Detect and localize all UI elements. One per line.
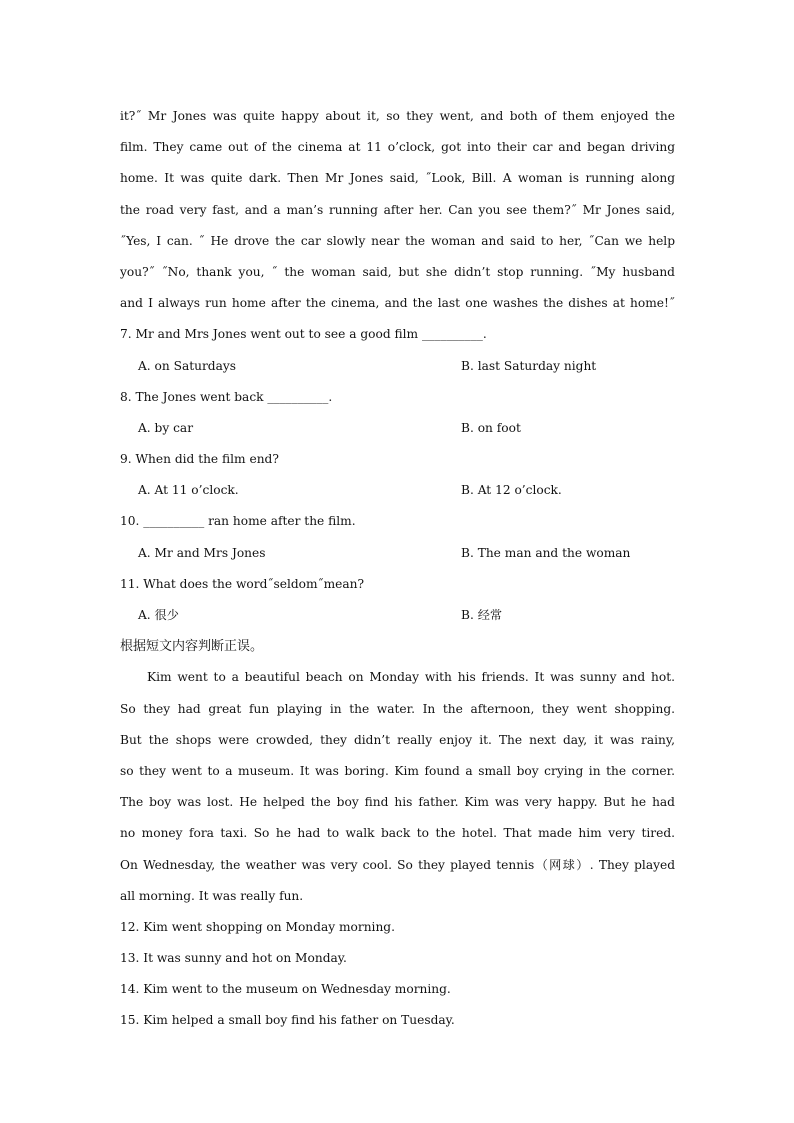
question-list-1	[120, 319, 675, 631]
passage-line: it?˝ Mr Jones was quite happy about it, so they went, and both of them enjoyed the	[120, 109, 675, 123]
question-options	[120, 351, 675, 382]
statement-item: 15. Kim helped a small boy find his father on Tuesday.	[120, 1013, 455, 1028]
passage-line: film. They came out of the cinema at 11 o’clock, got into their car and began driving	[120, 140, 675, 155]
question-options	[120, 413, 675, 444]
question-stem: 7. Mr and Mrs Jones went out to see a good film __________.	[120, 327, 487, 342]
statement-item: 13. It was sunny and hot on Monday.	[120, 951, 347, 966]
passage-line: ˝Yes, I can. ˝ He drove the car slowly near the woman and said to her, ˝Can we help	[120, 233, 675, 248]
option-a: A. At 11 o’clock.	[138, 483, 239, 498]
document-page	[120, 101, 675, 1037]
passage-line: So they had great fun playing in the water. In the afternoon, they went shopping.	[120, 701, 675, 716]
option-a: A. by car	[138, 420, 194, 435]
statement-item: 12. Kim went shopping on Monday morning.	[120, 919, 395, 934]
statement-item: 14. Kim went to the museum on Wednesday morning.	[120, 982, 451, 997]
passage-1	[120, 101, 675, 319]
passage-line: the road very fast, and a man’s running after her. Can you see them?˝ Mr Jones said,	[120, 202, 675, 217]
question-options	[120, 600, 675, 631]
option-b: B. The man and the woman	[461, 545, 631, 560]
option-b: B. on foot	[461, 420, 521, 435]
question-stem: 11. What does the word˝seldom˝mean?	[120, 576, 365, 591]
section-2	[120, 631, 675, 1036]
option-b: B. last Saturday night	[461, 358, 597, 373]
passage-line: you?˝ ˝No, thank you, ˝ the woman said, but she didn’t stop running. ˝My husband	[120, 264, 675, 279]
question-stem: 8. The Jones went back __________.	[120, 389, 333, 404]
passage-line: The boy was lost. He helped the boy find his father. Kim was very happy. But he had	[120, 795, 675, 810]
passage-line: all morning. It was really fun.	[120, 888, 304, 903]
passage-line: so they went to a museum. It was boring. Kim found a small boy crying in the corner.	[120, 763, 675, 778]
option-a: A. 很少	[138, 608, 179, 622]
option-a: A. Mr and Mrs Jones	[138, 545, 266, 560]
option-b: B. 经常	[461, 608, 503, 622]
passage-line: Kim went to a beautiful beach on Monday with his friends. It was sunny and hot.	[147, 670, 675, 685]
passage-line: home. It was quite dark. Then Mr Jones said, ˝Look, Bill. A woman is running along	[120, 171, 675, 186]
question-options	[120, 475, 675, 506]
passage-line: no money fora taxi. So he had to walk back to the hotel. That made him very tired.	[120, 826, 675, 841]
question-stem: 9. When did the film end?	[120, 452, 279, 467]
passage-line: But the shops were crowded, they didn’t really enjoy it. The next day, it was rainy,	[120, 732, 675, 747]
option-a: A. on Saturdays	[138, 358, 237, 373]
passage-line: On Wednesday, the weather was very cool. So they played tennis（网球）. They played	[120, 857, 675, 872]
passage-line: and I always run home after the cinema, and the last one washes the dishes at home!˝	[120, 296, 675, 311]
section-heading: 根据短文内容判断正误。	[120, 639, 264, 655]
question-stem: 10. __________ ran home after the film.	[120, 514, 356, 529]
option-b: B. At 12 o’clock.	[461, 483, 562, 498]
question-options	[120, 538, 675, 569]
